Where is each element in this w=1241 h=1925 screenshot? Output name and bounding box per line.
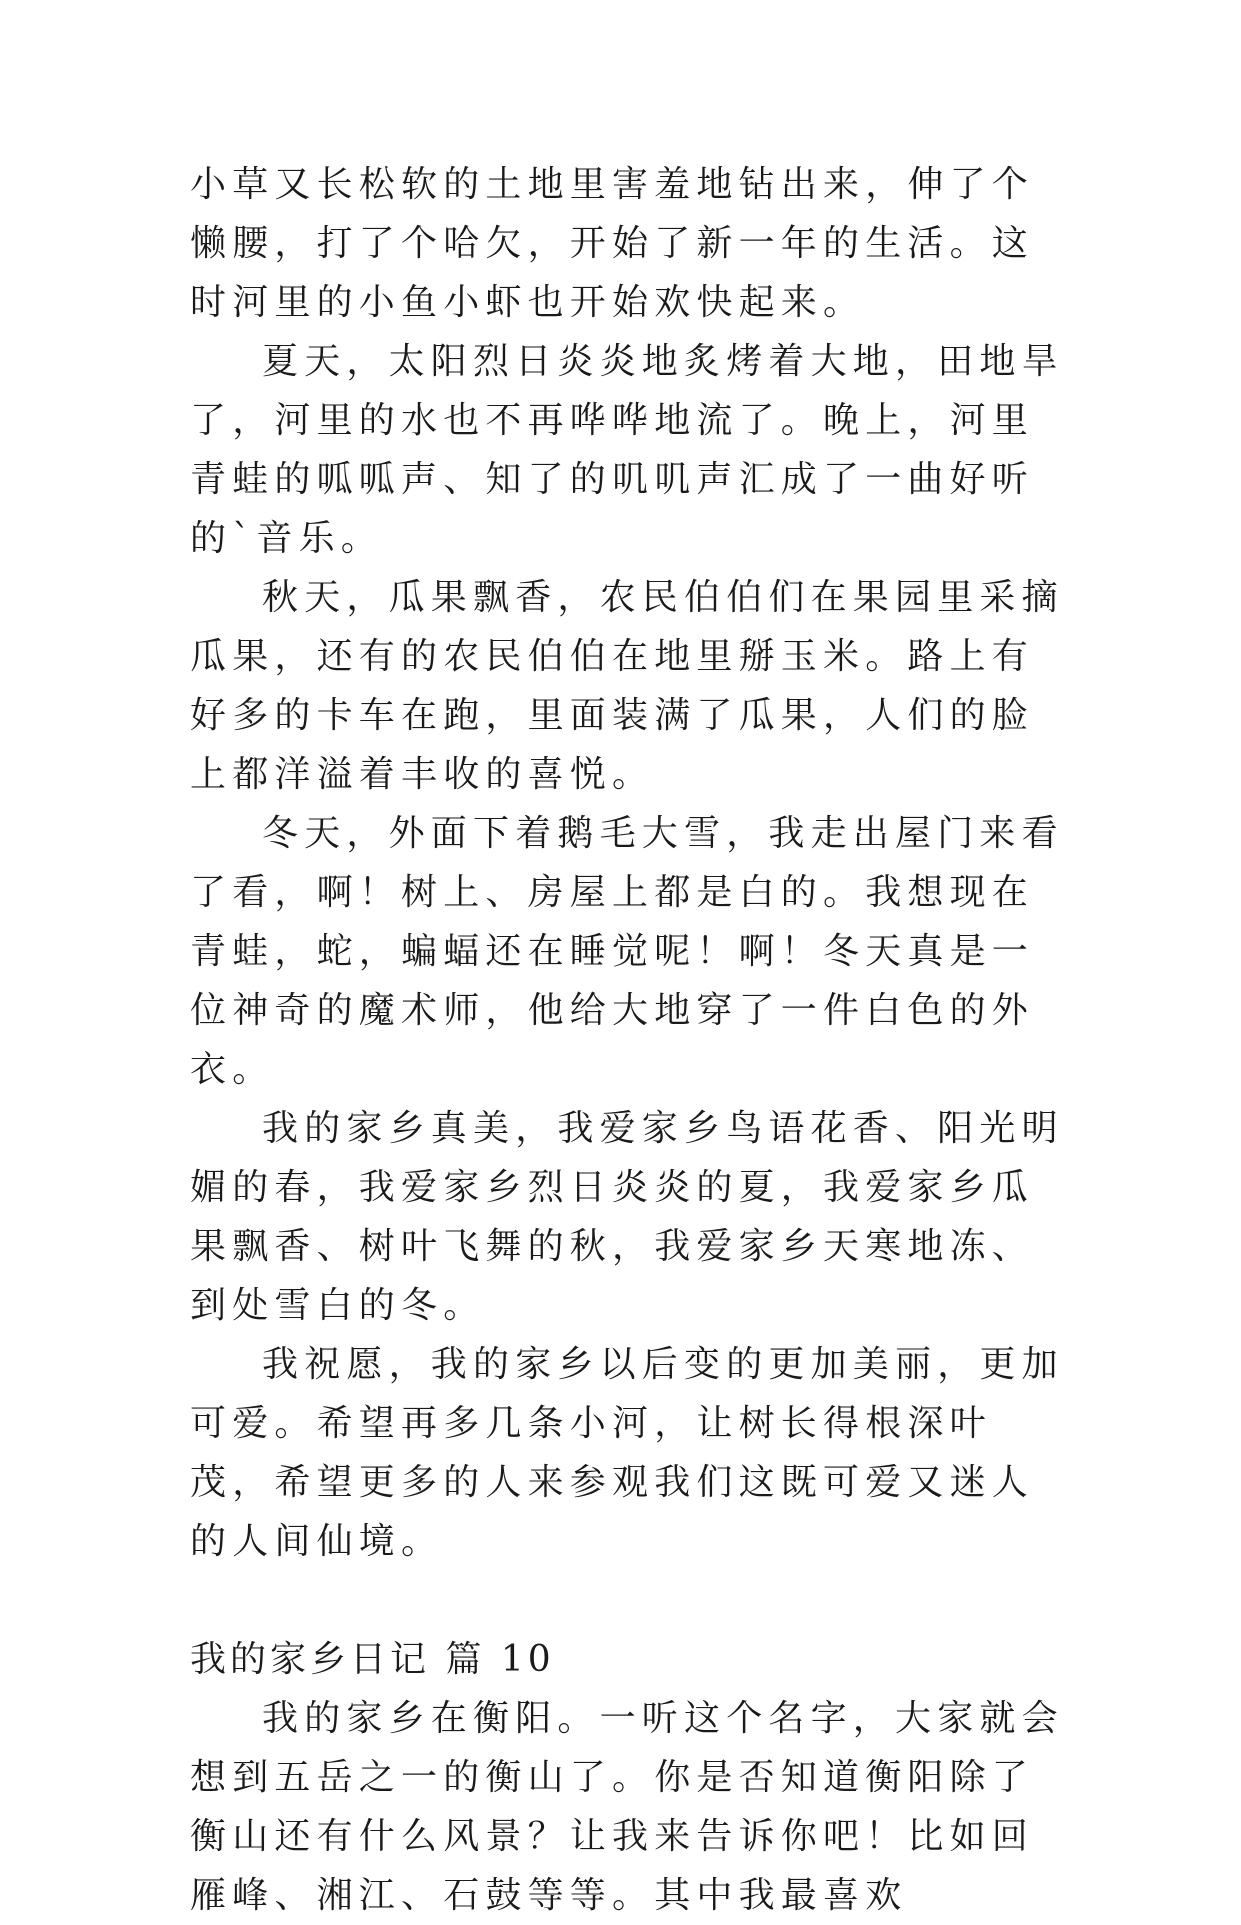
paragraph-continuation: 小草又长松软的土地里害羞地钻出来，伸了个懒腰，打了个哈欠，开始了新一年的生活。这时河里的小鱼小虾也开始欢快起来。 (190, 164, 1035, 323)
paragraph-summer: 夏天，太阳烈日炎炎地炙烤着大地，田地旱了，河里的水也不再哗哗地流了。晚上，河里青蛙的呱呱声、知了的叽叽声汇成了一曲好听的`音乐。 (190, 341, 1064, 559)
section-heading: 我的家乡日记 篇 10 (190, 1639, 555, 1680)
paragraph-wish: 我祝愿，我的家乡以后变的更加美丽，更加可爱。希望再多几条小河，让树长得根深叶茂，希望更多的人来参观我们这既可爱又迷人的人间仙境。 (190, 1344, 1064, 1562)
paragraph-love-hometown: 我的家乡真美，我爱家乡鸟语花香、阳光明媚的春，我爱家乡烈日炎炎的夏，我爱家乡瓜果飘香、树叶飞舞的秋，我爱家乡天寒地冻、到处雪白的冬。 (190, 1108, 1064, 1326)
paragraph-hengyang: 我的家乡在衡阳。一听这个名字，大家就会想到五岳之一的衡山了。你是否知道衡阳除了衡山还有什么风景？让我来告诉你吧！比如回雁峰、湘江、石鼓等等。其中我最喜欢 (190, 1698, 1064, 1916)
document-body (190, 155, 1070, 1925)
paragraph-autumn: 秋天，瓜果飘香，农民伯伯们在果园里采摘瓜果，还有的农民伯伯在地里掰玉米。路上有好多的卡车在跑，里面装满了瓜果，人们的脸上都洋溢着丰收的喜悦。 (190, 577, 1064, 795)
paragraph-winter: 冬天，外面下着鹅毛大雪，我走出屋门来看了看，啊！树上、房屋上都是白的。我想现在青蛙，蛇，蝙蝠还在睡觉呢！啊！冬天真是一位神奇的魔术师，他给大地穿了一件白色的外衣。 (190, 813, 1064, 1090)
